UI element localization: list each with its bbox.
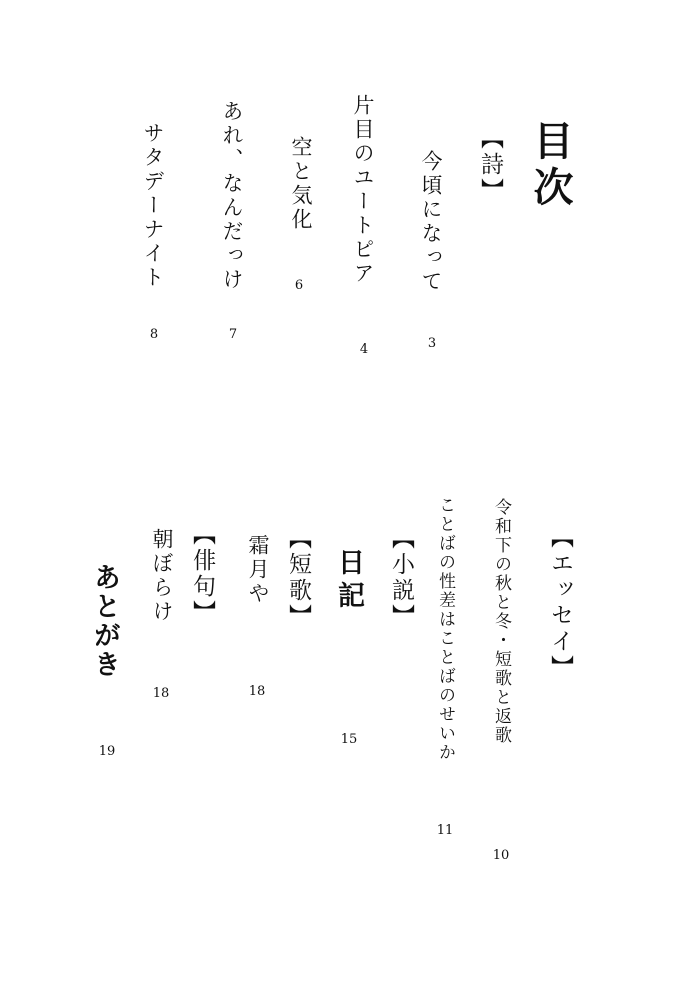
toc-entry-page: 4 [359, 342, 369, 357]
section-heading-poem: 【詩】 [477, 126, 503, 204]
toc-title: 目次 [527, 120, 574, 212]
toc-entry-page: 10 [492, 848, 510, 863]
toc-entry-page: 11 [436, 823, 454, 838]
toc-entry-title: 霜月や [246, 534, 270, 606]
toc-entry-title: あれ、なんだっけ [220, 100, 244, 292]
toc-entry-page: 8 [149, 327, 159, 342]
section-heading-tanka: 【短歌】 [285, 526, 311, 630]
section-heading-haiku: 【俳句】 [189, 522, 215, 626]
toc-entry-page: 18 [152, 686, 170, 701]
toc-entry-title: 日記 [333, 548, 364, 614]
section-heading-novel: 【小説】 [388, 526, 414, 630]
toc-entry-title: 空と気化 [289, 136, 313, 232]
afterword-page: 19 [98, 744, 116, 759]
toc-entry-page: 7 [228, 327, 238, 342]
section-heading-essay: 【エッセイ】 [547, 525, 573, 681]
toc-entry-title: サタデーナイト [141, 122, 165, 290]
afterword-title: あとがき [89, 563, 120, 679]
toc-entry-title: 今頃になって [419, 150, 443, 294]
toc-entry-page: 15 [340, 732, 358, 747]
toc-entry-title: ことばの性差はことばのせいか [435, 496, 455, 762]
toc-entry-title: 令和下の秋と冬・短歌と返歌 [491, 498, 511, 745]
toc-entry-page: 6 [294, 278, 304, 293]
toc-entry-title: 朝ぼらけ [150, 528, 174, 624]
toc-entry-page: 18 [248, 684, 266, 699]
toc-entry-title: 片目のユートピア [351, 94, 375, 286]
toc-entry-page: 3 [427, 336, 437, 351]
